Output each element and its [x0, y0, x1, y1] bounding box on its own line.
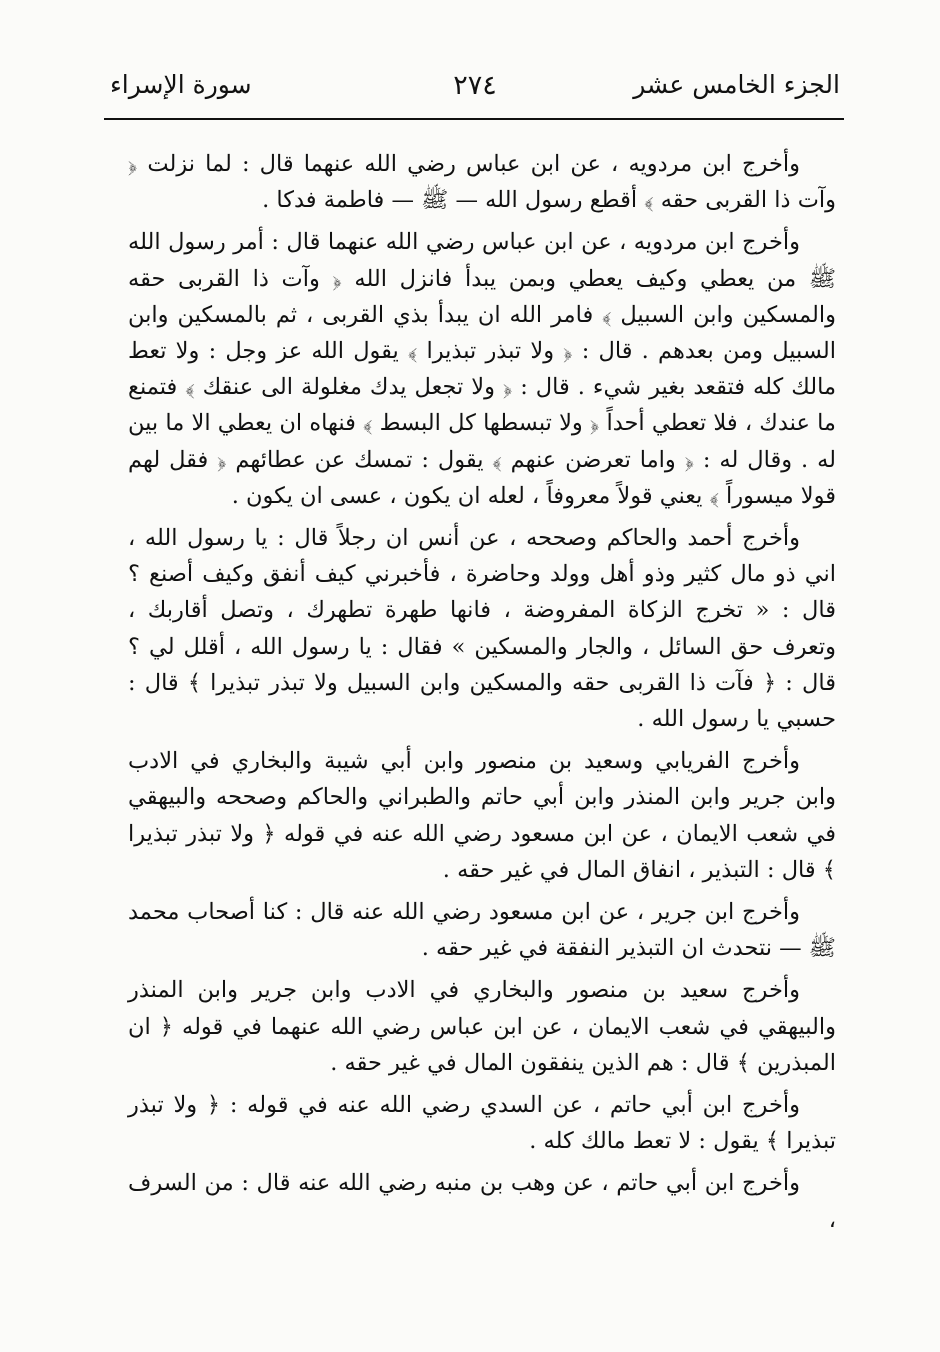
paragraph: وأخرج ابن مردويه ، عن ابن عباس رضي الله عنهما قال : لما نزلت ﴿ وآت ذا القربى حقه ﴾ أقطع رسول الله — ﷺ — فاطمة فدكا . — [128, 151, 836, 214]
paragraph: وأخرج ابن أبي حاتم ، عن السدي رضي الله عنه في قوله : ﴿ ولا تبذر تبذيرا ﴾ يقول : لا تعط مالك كله . — [128, 1092, 836, 1155]
paragraph: وأخرج سعيد بن منصور والبخاري في الادب وابن جرير وابن المنذر والبيهقي في شعب الايمان ، عن ابن عباس رضي الله عنهما في قوله ﴿ ان المبذرين ﴾ قال : هم الذين ينفقون المال في غير حقه . — [128, 977, 836, 1076]
page-body — [128, 146, 836, 1244]
header-rule — [104, 118, 844, 120]
paragraph: وأخرج ابن جرير ، عن ابن مسعود رضي الله عنه قال : كنا أصحاب محمد ﷺ — نتحدث ان التبذير النفقة في غير حقه . — [128, 899, 836, 962]
surah-label: سورة الإسراء — [110, 70, 252, 99]
part-label: الجزء الخامس عشر — [633, 70, 840, 99]
paragraph: وأخرج ابن أبي حاتم ، عن وهب بن منبه رضي الله عنه قال : من السرف ، — [128, 1170, 836, 1233]
paragraph: وأخرج الفريابي وسعيد بن منصور وابن أبي شيبة والبخاري في الادب وابن جرير وابن المنذر وابن أبي حاتم والطبراني والحاكم وصححه والبيهقي في شعب الايمان ، عن ابن مسعود رضي الله عنه في قوله ﴿ ولا تبذر تبذيرا ﴾ قال : التبذير ، انفاق المال في غير حقه . — [128, 748, 836, 883]
paragraph: وأخرج أحمد والحاكم وصححه ، عن أنس ان رجلاً قال : يا رسول الله ، اني ذو مال كثير وذو أهل وولد وحاضرة ، فأخبرني كيف أنفق وكيف أصنع ؟ قال : « تخرج الزكاة المفروضة ، فانها طهرة تطهرك ، وتصل أقاربك ، وتعرف حق السائل ، والجار والمسكين » فقال : يا رسول الله ، أقلل لي ؟ قال : ﴿ فآت ذا القربى حقه والمسكين وابن السبيل ولا تبذر تبذيرا ﴾ قال : حسبي يا رسول الله . — [128, 525, 836, 733]
page-header — [110, 66, 840, 112]
page-number: ٢٧٤ — [453, 70, 497, 101]
paragraph: وأخرج ابن مردويه ، عن ابن عباس رضي الله عنهما قال : أمر رسول الله ﷺ من يعطي وكيف يعطي وبمن يبدأ فانزل الله ﴿ وآت ذا القربى حقه والمسكين وابن السبيل ﴾ فامر الله ان يبدأ بذي القربى ، ثم بالمسكين وابن السبيل ومن بعدهم . قال : ﴿ ولا تبذر تبذيرا ﴾ يقول الله عز وجل : ولا تعط مالك كله فتقعد بغير شيء . قال : ﴿ ولا تجعل يدك مغلولة الى عنقك ﴾ فتمنع ما عندك ، فلا تعطي أحداً ﴿ ولا تبسطها كل البسط ﴾ فنهاه ان يعطي الا ما بين له . وقال له : ﴿ واما تعرضن عنهم ﴾ يقول : تمسك عن عطائهم ﴿ فقل لهم قولا ميسوراً ﴾ يعني قولاً معروفاً ، لعله ان يكون ، عسى ان يكون . — [128, 229, 836, 509]
